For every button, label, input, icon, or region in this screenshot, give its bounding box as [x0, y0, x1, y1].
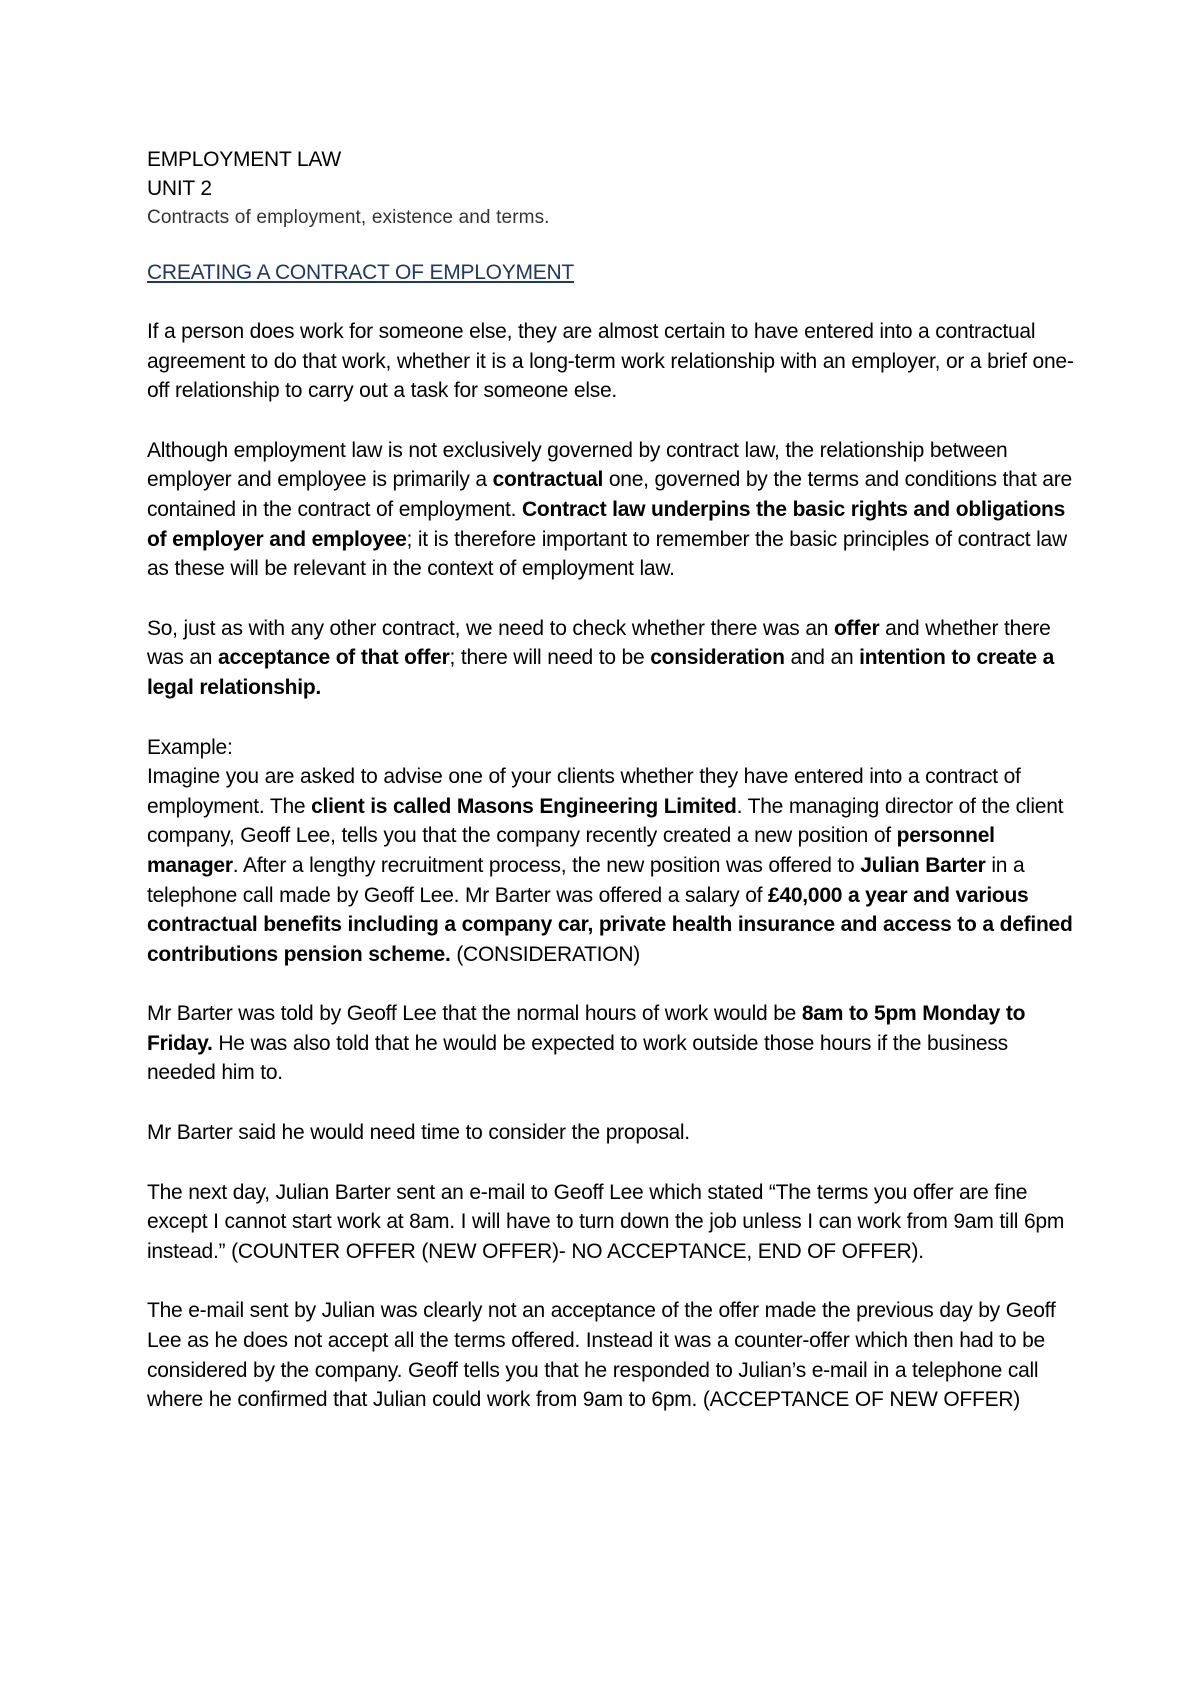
paragraph-intro: If a person does work for someone else, they are almost certain to have entered into a contractual agreement to do that work, whether it is a long-term work relationship with an employer, or a brief one-off relationship to carry out a task for someone else. [147, 320, 1074, 403]
text-run: and whether there was an [147, 616, 1051, 670]
paragraph-contract-law [147, 436, 1077, 584]
text-run: (CONSIDERATION) [450, 942, 641, 966]
bold-run: personnel manager [147, 824, 995, 877]
bold-run: Contract law underpins the basic rights and obligations of employer and employee [147, 497, 1066, 551]
text-run: Imagine you are asked to advise one of your clients whether they have entered into a contract of employment. The [147, 765, 1021, 818]
bold-run: consideration [650, 646, 785, 670]
bold-run: intention to create a legal relationship. [147, 646, 1055, 699]
bold-run: £40,000 a year and various contractual benefits including a company car, private health insurance and access to a defined contributions pension scheme. [147, 883, 1073, 966]
paragraph-acceptance: The e-mail sent by Julian was clearly not an acceptance of the offer made the previous day by Geoff Lee as he does not accept all the terms offered. Instead it was a counter-offer which then had to be considered by the company. Geoff tells you that he responded to Julian’s e-mail in a telephone call where he confirmed that Julian could work from 9am to 6pm. (ACCEPTANCE OF NEW OFFER) [147, 1299, 1056, 1412]
bold-run: acceptance of that offer [218, 646, 450, 670]
bold-run: offer [833, 616, 880, 640]
paragraph-counter-offer: The next day, Julian Barter sent an e-mail to Geoff Lee which stated “The terms you offer are fine except I cannot start work at 8am. I will have to turn down the job unless I can work from 9am till 6pm instead.” (COUNTER OFFER (NEW OFFER)- NO ACCEPTANCE, END OF OFFER). [147, 1180, 1065, 1263]
paragraph-consider: Mr Barter said he would need time to consider the proposal. [147, 1121, 690, 1145]
bold-run: client is called Masons Engineering Limited [311, 794, 737, 818]
text-run: ; there will need to be [449, 646, 651, 670]
bold-run: Julian Barter [860, 853, 986, 877]
text-run: So, just as with any other contract, we need to check whether there was an [147, 616, 834, 640]
paragraph-hours [147, 999, 1077, 1088]
bold-run: 8am to 5pm Monday to Friday. [147, 1002, 1026, 1055]
document-title: EMPLOYMENT LAW [147, 148, 341, 171]
text-run: Mr Barter was told by Geoff Lee that the normal hours of work would be [147, 1002, 802, 1026]
example-label: Example: [147, 735, 233, 759]
text-run: one, governed by the terms and conditions that are contained in the contract of employment. [147, 468, 1072, 521]
text-run: in a telephone call made by Geoff Lee. Mr Barter was offered a salary of [147, 853, 1025, 907]
section-heading: CREATING A CONTRACT OF EMPLOYMENT [147, 261, 574, 284]
text-run: . After a lengthy recruitment process, the new position was offered to [232, 853, 861, 877]
paragraph-elements [147, 614, 1077, 703]
text-run: Although employment law is not exclusively governed by contract law, the relationship between employer and employee is primarily a [147, 438, 1008, 492]
text-run: and an [784, 646, 860, 670]
paragraph-example [147, 762, 1077, 969]
unit-label: UNIT 2 [147, 177, 212, 200]
bold-run: contractual [492, 468, 604, 492]
text-run: He was also told that he would be expected to work outside those hours if the business needed him to. [147, 1031, 1008, 1085]
document-subtitle: Contracts of employment, existence and terms. [147, 207, 550, 228]
text-run: . The managing director of the client company, Geoff Lee, tells you that the company recently created a new position of [147, 794, 1064, 848]
document-body [147, 145, 1077, 1415]
text-run: ; it is therefore important to remember the basic principles of contract law as these will be relevant in the context of employment law. [147, 527, 1067, 581]
